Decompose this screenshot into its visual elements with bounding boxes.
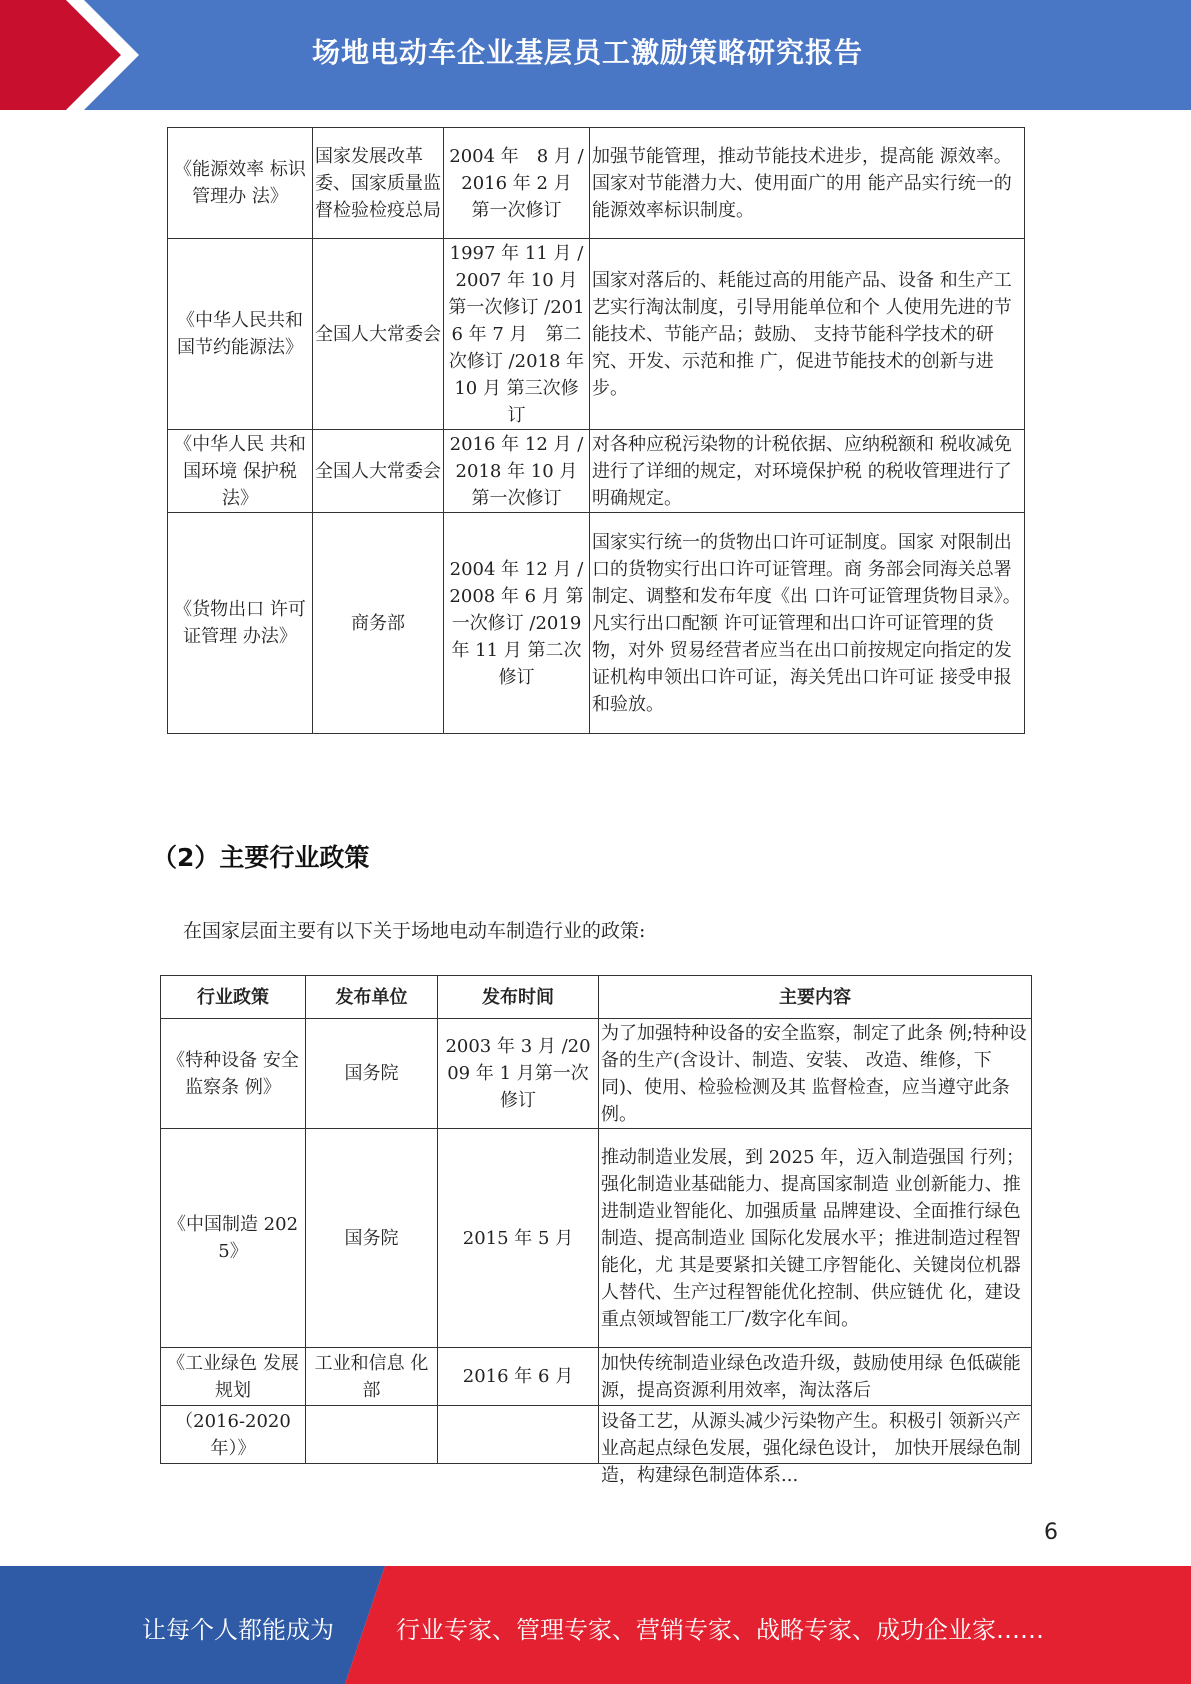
table-row [168, 239, 1025, 430]
date-cell: 2004 年 8 月 /2016 年 2 月 第一次修订 [444, 128, 590, 239]
content-cell-text: 设备工艺，从源头减少污染物产生。积极引 领新兴产业高起点绿色发展，强化绿色设计， 加快开展绿色制造，构建绿色制造体系... [601, 1410, 1021, 1486]
content-cell: 国家对落后的、耗能过高的用能产品、设备 和生产工艺实行淘汰制度，引导用能单位和个 人使用先进的节能技术、节能产品；鼓励、 支持节能科学技术的研究、开发、示范和推 广，促进节能技术的创新与进步。 [590, 239, 1025, 430]
content-cell: 国家实行统一的货物出口许可证制度。国家 对限制出口的货物实行出口许可证管理。商 务部会同海关总署制定、调整和发布年度《出 口许可证管理货物目录》。凡实行出口配额 许可证管理和出口许可证管理的货物，对外 贸易经营者应当在出口前按规定向指定的发 证机构申领出口许可证，海关凭出口许可证 接受申报和验放。 [590, 513, 1025, 734]
date-cell: 2015 年 5 月 [438, 1129, 599, 1348]
industry-policy-table [160, 975, 1032, 1486]
date-cell: 2016 年 6 月 [438, 1348, 599, 1406]
content-cell: 推动制造业发展，到 2025 年，迈入制造强国 行列；强化制造业基础能力、提髙国家制造 业创新能力、推进制造业智能化、加强质量 品牌建设、全面推行绿色制造、提高制造业 国际化发展水平；推进制造过程智能化，尤 其是要紧扣关键工序智能化、关键岗位机器 人替代、生产过程智能优化控制、供应链优 化，建设重点领域智能工厂/数字化车间。 [599, 1129, 1032, 1348]
date-cell: 2003 年 3 月 /2009 年 1 月第一次修订 [438, 1019, 599, 1129]
policy-name-cell: 《工业绿色 发展规划 [161, 1348, 306, 1406]
content-cell [599, 1406, 1032, 1486]
issuer-cell: 国家发展改革委、国家质量监督检验检疫总局 [313, 128, 444, 239]
issuer-cell: 国务院 [306, 1129, 438, 1348]
law-table [167, 127, 1025, 734]
content-cell: 对各种应税污染物的计税依据、应纳税额和 税收减免进行了详细的规定，对环境保护税 的税收管理进行了明确规定。 [590, 430, 1025, 513]
issuer-cell: 国务院 [306, 1019, 438, 1129]
page-number: 6 [1044, 1520, 1058, 1545]
policy-name-cell: 《特种设备 安全监察条 例》 [161, 1019, 306, 1129]
header-chevron-decoration [0, 0, 150, 110]
policy-name-cell: （2016-2020 年）》 [161, 1406, 306, 1464]
table-row [168, 513, 1025, 734]
page-footer [0, 1566, 1191, 1684]
section-heading: （2）主要行业政策 [152, 843, 370, 872]
report-title: 场地电动车企业基层员工激励策略研究报告 [312, 36, 864, 69]
policy-name-cell: 《中华人民共和国节约能源法》 [168, 239, 313, 430]
table-row [161, 1019, 1032, 1129]
table-row [161, 1406, 1032, 1464]
date-cell: 2004 年 12 月 /2008 年 6 月 第一次修订 /2019 年 11 月 第二次修订 [444, 513, 590, 734]
footer-slogan-right: 行业专家、管理专家、营销专家、战略专家、成功企业家…… [396, 1616, 1044, 1644]
content-cell: 加强节能管理，推动节能技术进步，提高能 源效率。国家对节能潜力大、使用面广的用 能产品实行统一的能源效率标识制度。 [590, 128, 1025, 239]
policy-name-cell: 《能源效率 标识管理办 法》 [168, 128, 313, 239]
issuer-cell: 全国人大常委会 [313, 430, 444, 513]
table-row [168, 430, 1025, 513]
policy-name-cell: 《中华人民 共和国环境 保护税法》 [168, 430, 313, 513]
table-row [161, 1129, 1032, 1348]
page-header [0, 0, 1191, 110]
date-cell: 2016 年 12 月 /2018 年 10 月 第一次修订 [444, 430, 590, 513]
issuer-cell: 工业和信息 化部 [306, 1348, 438, 1406]
table-header-row [161, 976, 1032, 1019]
issuer-cell [306, 1406, 438, 1464]
issuer-cell: 商务部 [313, 513, 444, 734]
table-row [161, 1348, 1032, 1406]
date-cell: 1997 年 11 月 /2007 年 10 月 第一次修订 /2016 年 7 月 第二次修订 /2018 年 10 月 第三次修订 [444, 239, 590, 430]
column-header: 发布单位 [306, 976, 438, 1019]
content-cell: 加快传统制造业绿色改造升级，鼓励使用绿 色低碳能源，提高资源利用效率，淘汰落后 [599, 1348, 1032, 1406]
content-cell: 为了加强特种设备的安全监察，制定了此条 例;特种设备的生产(含设计、制造、安装、 改造、维修，下同)、使用、检验检测及其 监督检查，应当遵守此条例。 [599, 1019, 1032, 1129]
policy-name-cell: 《货物出口 许可证管理 办法》 [168, 513, 313, 734]
issuer-cell: 全国人大常委会 [313, 239, 444, 430]
intro-paragraph: 在国家层面主要有以下关于场地电动车制造行业的政策: [183, 920, 646, 942]
date-cell [438, 1406, 599, 1464]
column-header: 主要内容 [599, 976, 1032, 1019]
table-row [168, 128, 1025, 239]
policy-name-cell: 《中国制造 2025》 [161, 1129, 306, 1348]
column-header: 发布时间 [438, 976, 599, 1019]
column-header: 行业政策 [161, 976, 306, 1019]
footer-slogan-left: 让每个人都能成为 [142, 1616, 334, 1644]
